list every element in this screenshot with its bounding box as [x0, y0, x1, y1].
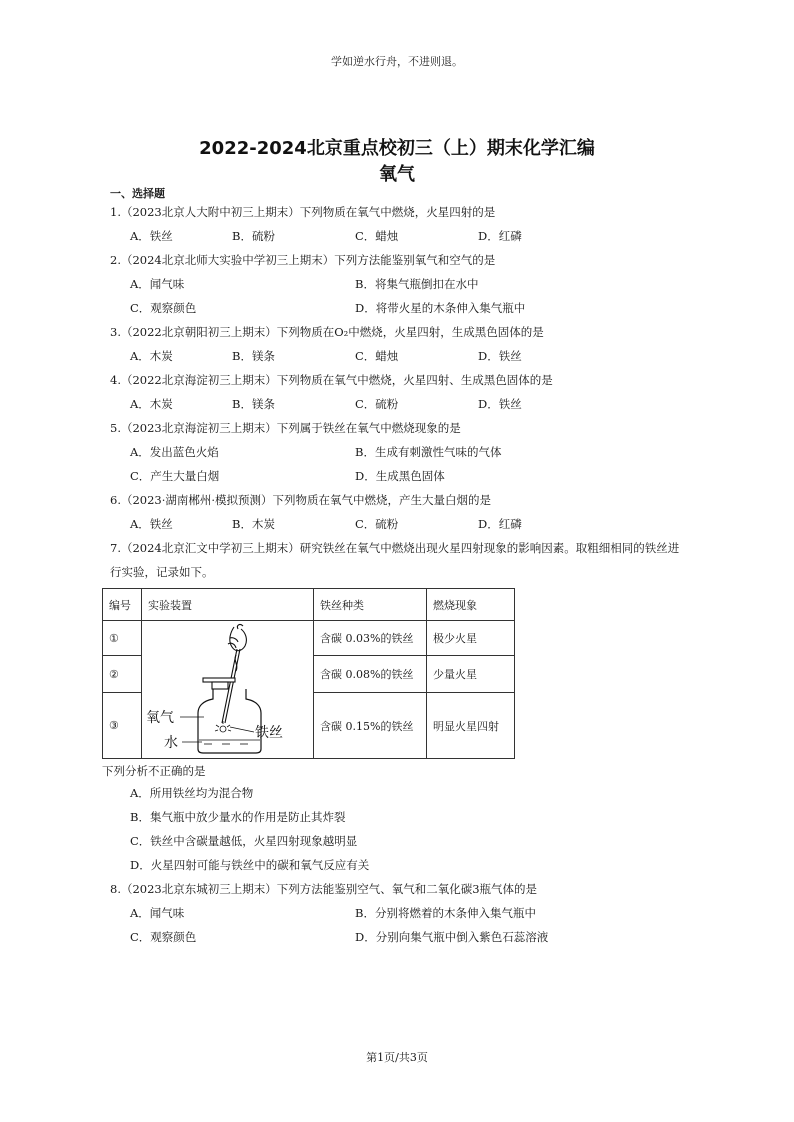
experiment-table: [102, 588, 515, 759]
option-c: C．蜡烛: [355, 349, 399, 363]
table-cell: 明显火星四射: [427, 693, 515, 759]
apparatus-figure-cell: [142, 621, 314, 759]
option-c: C．产生大量白烟: [130, 469, 220, 483]
option-a: A．铁丝: [130, 517, 173, 531]
option-c: C．铁丝中含碳量越低，火星四射现象越明显: [130, 834, 358, 848]
apparatus-figure: [142, 621, 313, 755]
table-row: [103, 621, 515, 656]
option-b: B．镁条: [232, 397, 275, 411]
table-cell: 含碳 0.03%的铁丝: [314, 621, 427, 656]
option-c: C．硫粉: [355, 397, 399, 411]
document-subtitle: 氧气: [379, 164, 415, 185]
question-6: [110, 488, 690, 536]
table-cell: 含碳 0.15%的铁丝: [314, 693, 427, 759]
question-stem: 6.（2023·湖南郴州·模拟预测）下列物质在氧气中燃烧，产生大量白烟的是: [110, 493, 492, 507]
table-cell: 含碳 0.08%的铁丝: [314, 656, 427, 693]
page-footer: 第1页/共3页: [366, 1051, 428, 1064]
option-a: A．发出蓝色火焰: [130, 445, 219, 459]
question-1: [110, 200, 690, 248]
option-b: B．将集气瓶倒扣在水中: [355, 277, 479, 291]
option-d: D．生成黑色固体: [355, 469, 445, 483]
option-c: C．蜡烛: [355, 229, 399, 243]
table-header: 燃烧现象: [427, 589, 515, 621]
option-d: D．铁丝: [478, 397, 522, 411]
hand-icon: [228, 625, 246, 651]
option-c: C．观察颜色: [130, 930, 197, 944]
question-4: [110, 368, 690, 416]
option-d: D．将带火星的木条伸入集气瓶中: [355, 301, 526, 315]
question-list: [102, 200, 690, 949]
label-oxygen: 氧气: [146, 710, 174, 726]
option-d: D．火星四射可能与铁丝中的碳和氧气反应有关: [130, 858, 370, 872]
question-8: [110, 877, 690, 949]
spark-icon: [215, 721, 231, 732]
table-cell: ②: [103, 656, 142, 693]
option-d: D．铁丝: [478, 349, 522, 363]
option-b: B．木炭: [232, 517, 275, 531]
option-b: B．集气瓶中放少量水的作用是防止其炸裂: [130, 810, 346, 824]
question-stem: 3.（2022北京朝阳初三上期末）下列物质在O₂中燃烧，火星四射，生成黑色固体的是: [110, 325, 544, 339]
question-5: [110, 416, 690, 488]
option-a: A．所用铁丝均为混合物: [130, 786, 254, 800]
table-header: 编号: [103, 589, 142, 621]
label-pointers: [180, 717, 254, 742]
question-2: [110, 248, 690, 320]
water-layer: [199, 740, 260, 744]
section-heading: 一、选择题: [110, 187, 165, 200]
option-c: C．观察颜色: [130, 301, 197, 315]
question-3: [110, 320, 690, 368]
table-cell: 极少火星: [427, 621, 515, 656]
option-d: D．红磷: [478, 229, 522, 243]
question-stem: 7.（2024北京汇文中学初三上期末）研究铁丝在氧气中燃烧出现火星四射现象的影响因素。取粗细相同的铁丝进行实验，记录如下。: [110, 541, 680, 579]
question-stem: 5.（2023北京海淀初三上期末）下列属于铁丝在氧气中燃烧现象的是: [110, 421, 461, 435]
table-cell: ①: [103, 621, 142, 656]
option-b: B．硫粉: [232, 229, 275, 243]
option-b: B．生成有刺激性气味的气体: [355, 445, 502, 459]
table-cell: 少量火星: [427, 656, 515, 693]
table-header: 实验装置: [142, 589, 314, 621]
option-c: C．硫粉: [355, 517, 399, 531]
page-header: 学如逆水行舟，不进则退。: [331, 55, 463, 68]
table-cell: ③: [103, 693, 142, 759]
question-stem: 1.（2023北京人大附中初三上期末）下列物质在氧气中燃烧，火星四射的是: [110, 205, 496, 219]
label-iron-wire: 铁丝: [255, 725, 283, 741]
option-b: B．分别将燃着的木条伸入集气瓶中: [355, 906, 536, 920]
option-a: A．闻气味: [130, 906, 185, 920]
option-d: D．分别向集气瓶中倒入紫色石蕊溶液: [355, 930, 549, 944]
option-a: A．木炭: [130, 349, 173, 363]
option-d: D．红磷: [478, 517, 522, 531]
question-stem: 8.（2023北京东城初三上期末）下列方法能鉴别空气、氧气和二氧化碳3瓶气体的是: [110, 882, 538, 896]
question-stem: 2.（2024北京北师大实验中学初三上期末）下列方法能鉴别氧气和空气的是: [110, 253, 496, 267]
table-header: 铁丝种类: [314, 589, 427, 621]
option-b: B．镁条: [232, 349, 275, 363]
question-7: [102, 536, 690, 877]
label-water: 水: [164, 735, 178, 751]
document-title: 2022-2024北京重点校初三（上）期末化学汇编: [199, 138, 595, 159]
question-prompt: 下列分析不正确的是: [102, 764, 206, 778]
option-a: A．闻气味: [130, 277, 185, 291]
option-a: A．木炭: [130, 397, 173, 411]
question-stem: 4.（2022北京海淀初三上期末）下列物质在氧气中燃烧，火星四射、生成黑色固体的是: [110, 373, 553, 387]
option-a: A．铁丝: [130, 229, 173, 243]
